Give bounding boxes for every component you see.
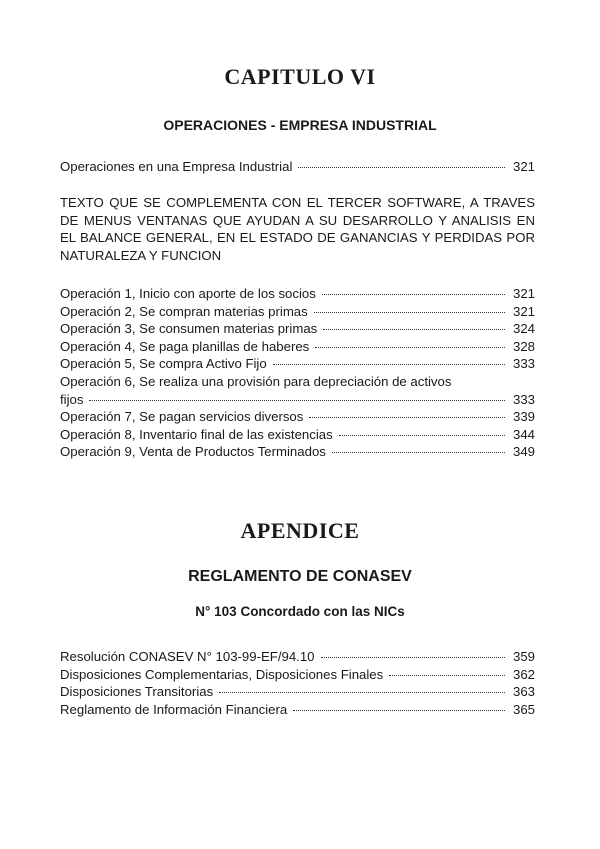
toc-entry-label: Disposiciones Complementarias, Disposiciones Finales bbox=[60, 666, 384, 682]
toc-entry-page: 365 bbox=[512, 701, 535, 717]
toc-entry-page: 333 bbox=[512, 356, 535, 372]
toc-entry-page: 359 bbox=[512, 649, 535, 664]
toc-operations bbox=[60, 285, 535, 461]
appendix-title: APENDICE bbox=[240, 518, 360, 543]
toc-leader-dots bbox=[219, 692, 505, 693]
toc-entry-label: Reglamento de Información Financiera bbox=[60, 701, 288, 717]
toc-entry[interactable] bbox=[60, 355, 535, 373]
toc-leader-dots bbox=[332, 452, 505, 453]
toc-entry[interactable] bbox=[60, 158, 535, 176]
toc-entry-page: 363 bbox=[512, 684, 535, 700]
toc-entry-page: 339 bbox=[512, 409, 535, 425]
toc-entry-page: 321 bbox=[512, 303, 535, 319]
toc-entry-label: Disposiciones Transitorias bbox=[60, 684, 214, 700]
regulation-title: REGLAMENTO DE CONASEV bbox=[188, 568, 412, 585]
toc-leader-dots bbox=[339, 435, 505, 436]
toc-entry[interactable] bbox=[60, 320, 535, 338]
toc-leader-dots bbox=[315, 347, 505, 348]
toc-appendix bbox=[60, 648, 535, 718]
toc-entry-label: Operación 7, Se pagan servicios diversos bbox=[60, 409, 304, 425]
chapter-description: TEXTO QUE SE COMPLEMENTA CON EL TERCER SOFTWARE, A TRAVES DE MENUS VENTANAS QUE AYUDAN A SU DESARROLLO Y ANALISIS EN EL BALANCE GENERAL, EN EL ESTADO DE GANANCIAS Y PERDIDAS POR NATURALEZA Y FUNCION bbox=[60, 195, 535, 263]
toc-entry-label-line1[interactable]: Operación 6, Se realiza una provisión para depreciación de activos bbox=[60, 373, 452, 389]
section-title: OPERACIONES - EMPRESA INDUSTRIAL bbox=[163, 117, 437, 133]
toc-entry[interactable] bbox=[60, 443, 535, 461]
toc-leader-dots bbox=[321, 657, 506, 658]
toc-entry-label: Operación 8, Inventario final de las existencias bbox=[60, 426, 333, 442]
toc-leader-dots bbox=[89, 400, 505, 401]
regulation-subtitle: N° 103 Concordado con las NICs bbox=[195, 604, 405, 619]
toc-entry-label: Resolución CONASEV N° 103-99-EF/94.10 bbox=[60, 649, 315, 664]
toc-entry-label: Operación 3, Se consumen materias primas bbox=[60, 321, 318, 337]
toc-leader-dots bbox=[314, 312, 505, 313]
toc-entry[interactable] bbox=[60, 426, 535, 444]
toc-entry[interactable] bbox=[60, 391, 535, 409]
toc-entry-label: Operación 9, Venta de Productos Terminados bbox=[60, 444, 326, 460]
toc-entry-page: 333 bbox=[512, 391, 535, 407]
toc-leader-dots bbox=[323, 329, 505, 330]
toc-entry[interactable] bbox=[60, 666, 535, 684]
toc-entry-label: Operación 5, Se compra Activo Fijo bbox=[60, 356, 267, 372]
toc-entry-label-line2: fijos bbox=[60, 391, 84, 407]
toc-entry-page: 321 bbox=[512, 159, 535, 174]
toc-leader-dots bbox=[273, 364, 505, 365]
toc-entry-page: 321 bbox=[512, 286, 535, 301]
toc-entry[interactable] bbox=[60, 285, 535, 303]
toc-leader-dots bbox=[322, 294, 505, 295]
toc-leader-dots bbox=[293, 710, 505, 711]
toc-entry-page: 362 bbox=[512, 666, 535, 682]
toc-leader-dots bbox=[298, 167, 505, 168]
toc-entry-page: 349 bbox=[512, 444, 535, 460]
toc-leader-dots bbox=[389, 675, 505, 676]
toc-entry[interactable] bbox=[60, 683, 535, 701]
toc-entry-label: Operación 1, Inicio con aporte de los socios bbox=[60, 286, 316, 301]
toc-entry-label: Operación 4, Se paga planillas de haberes bbox=[60, 338, 310, 354]
toc-entry[interactable] bbox=[60, 648, 535, 666]
toc-entry-label: Operaciones en una Empresa Industrial bbox=[60, 159, 293, 174]
toc-entry-page: 324 bbox=[512, 321, 535, 337]
toc-entry[interactable] bbox=[60, 701, 535, 719]
toc-entry-page: 328 bbox=[512, 338, 535, 354]
toc-leader-dots bbox=[309, 417, 505, 418]
toc-entry-page: 344 bbox=[512, 426, 535, 442]
toc-entry-label: Operación 2, Se compran materias primas bbox=[60, 303, 308, 319]
chapter-title: CAPITULO VI bbox=[224, 64, 376, 89]
toc-entry[interactable] bbox=[60, 303, 535, 321]
toc-entry[interactable] bbox=[60, 338, 535, 356]
toc-entry[interactable] bbox=[60, 408, 535, 426]
toc-intro bbox=[60, 158, 535, 176]
